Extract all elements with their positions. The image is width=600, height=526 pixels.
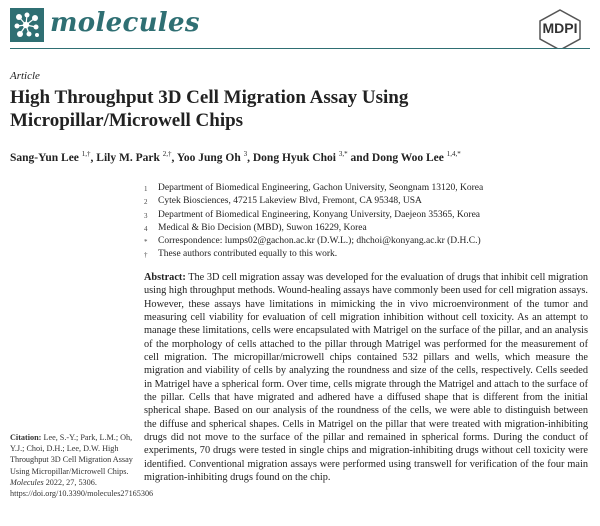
affiliation-text: Medical & Bio Decision (MBD), Suwon 16229, Korea (158, 222, 367, 233)
affiliation-mark: 3 (144, 211, 148, 220)
author-and: and (350, 151, 370, 164)
affiliation-item (144, 195, 584, 208)
author-affil-mark: 3 (243, 150, 248, 158)
abstract (144, 271, 588, 485)
affiliation-item (144, 209, 584, 222)
author-affil-mark: 2,† (162, 150, 172, 158)
affiliation-mark: 4 (144, 224, 148, 233)
header-rule (10, 48, 590, 49)
affiliation-text: These authors contributed equally to this work. (158, 249, 338, 260)
affiliation-item (144, 182, 584, 195)
journal-header (10, 6, 590, 46)
abstract-label: Abstract: (144, 272, 186, 283)
author-affil-mark: 1,† (81, 150, 91, 158)
author-affil-mark: 3,* (338, 150, 348, 158)
author-name[interactable]: Yoo Jung Oh (176, 151, 241, 164)
citation-doi[interactable]: 2022, 27, 5306. https://doi.org/10.3390/molecules27165306 (10, 477, 154, 499)
author-name[interactable]: Sang-Yun Lee (10, 151, 79, 164)
citation-journal: Molecules (10, 477, 44, 487)
affiliation-item (144, 248, 584, 261)
affiliation-mark: * (144, 238, 148, 247)
affiliation-mark: 2 (144, 198, 148, 207)
affiliation-mark: † (144, 251, 148, 260)
author-name[interactable]: Lily M. Park (96, 151, 160, 164)
journal-logo-icon (10, 8, 44, 42)
citation-text: Lee, S.-Y.; Park, L.M.; Oh, Y.J.; Choi, D.H.; Lee, D.W. High Throughput 3D Cell Migration Assay Using Micropillar/Microwell Chips. (10, 433, 133, 476)
mdpi-logo-text: MDPI (542, 20, 578, 36)
affiliation-item (144, 235, 584, 248)
affiliation-mark: 1 (144, 185, 148, 193)
author-name[interactable]: Dong Woo Lee (371, 151, 444, 164)
article-title: High Throughput 3D Cell Migration Assay Using Micropillar/Microwell Chips (10, 87, 409, 131)
affiliation-item (144, 222, 584, 235)
author-list: Sang-Yun Lee $^{1,\dagger}$, Lily M. Park $^{2,\dagger}$, Yoo Jung Oh $^3$, Dong Hyuk Choi $^{3,*}$ and Dong Woo Lee $^{1,4,*}$ (10, 150, 461, 164)
affiliation-text: Cytek Biosciences, 47215 Lakeview Blvd, Fremont, CA 95348, USA (158, 196, 422, 207)
author-affil-mark: 1,4,* (446, 150, 461, 158)
affiliation-text: Department of Biomedical Engineering, Gachon University, Seongnam 13120, Korea (158, 183, 484, 193)
article-type: Article (10, 70, 40, 82)
citation-label: Citation: (10, 433, 42, 442)
mdpi-logo[interactable] (536, 8, 584, 48)
abstract-text: The 3D cell migration assay was developed for the evaluation of drugs that inhibit cell migration using high throughput methods. Wound-healing assays have commonly been used for cell migration assays. However, these assays have limitations in mimicking the in vivo microenvironment of the tumor and measuring cell viability for evaluation of cell migration inhibition without cell toxicity. As an attempt to manage these limitations, cells were encapsulated with Matrigel on the surface of the pillar, and an analysis of the morphology of cells attached to the pillar through Matrigel was performed for the measurement of cell migration. The micropillar/microwell chips contained 532 pillars and wells, which measure the migration and viability of cells by analyzing the roundness and size of the cells, respectively. Cells seeded in Matrigel have a spherical form. Over time, cells migrate through the Matrigel and attach to the surface of the pillar. Cells that have migrated and adhered have a diffused shape that is different from the initial spherical shape. Based on our analysis of the roundness of the cells, we were able to distinguish between the diffuse and spherical shapes. Cells in Matrigel on the pillar that were treated with migration-inhibiting drugs did not move to the surface of the pillar and remained in spherical forms. During the conduct of experiments, 70 drugs were tested in single chips and migration-inhibiting drugs without cell toxicity were identified. Conventional migration assays were performed using transwell for verification of the four main migration-inhibiting drugs found on the chip. (144, 272, 588, 484)
citation-block (10, 432, 154, 499)
journal-name[interactable]: molecules (50, 8, 200, 38)
affiliation-text: Department of Biomedical Engineering, Konyang University, Daejeon 35365, Korea (158, 209, 481, 220)
correspondence-text[interactable]: Correspondence: lumps02@gachon.ac.kr (D.W.L.); dhchoi@konyang.ac.kr (D.H.C.) (158, 236, 481, 247)
author-name[interactable]: Dong Hyuk Choi (252, 151, 336, 164)
affiliations (144, 182, 584, 262)
